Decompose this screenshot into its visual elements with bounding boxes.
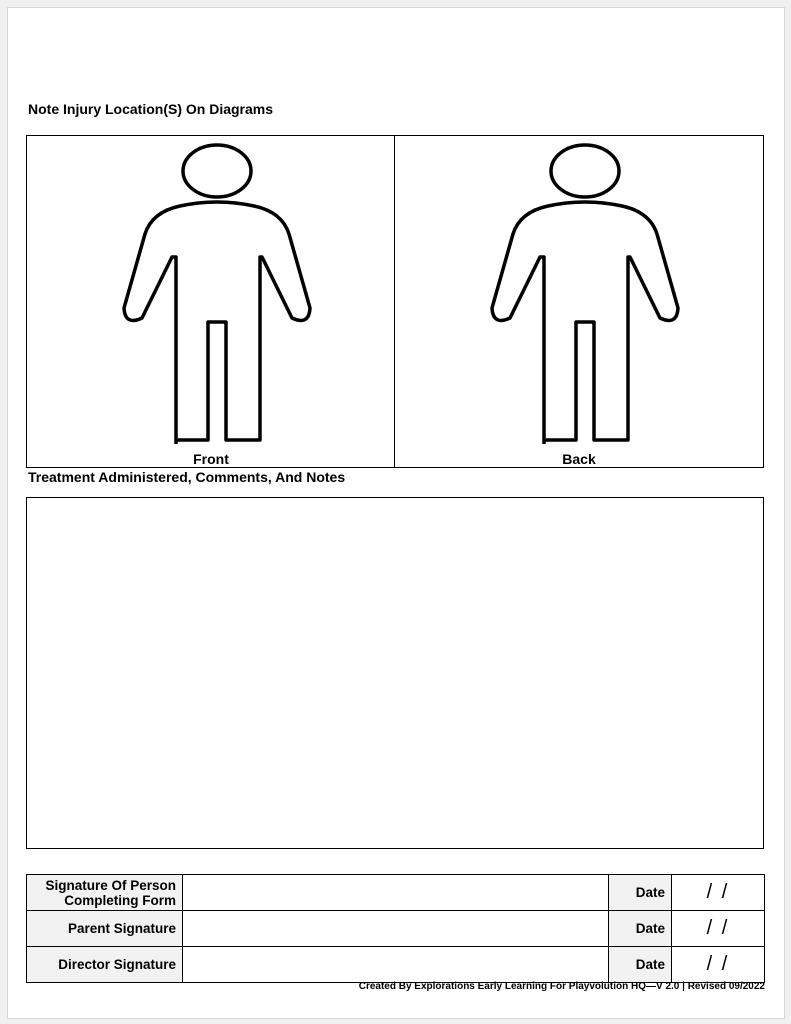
- treatment-notes-field[interactable]: [26, 497, 764, 849]
- completing-signature-label: Signature Of Person Completing Form: [27, 875, 183, 911]
- completing-date-field[interactable]: / /: [672, 875, 765, 911]
- director-signature-field[interactable]: [183, 947, 609, 983]
- signature-row-completing: [27, 875, 765, 911]
- footer-credit: Created By Explorations Early Learning For Playvolution HQ—V 2.0 | Revised 09/2022: [358, 981, 765, 992]
- director-signature-label: Director Signature: [27, 947, 183, 983]
- completing-date-label: Date: [609, 875, 672, 911]
- parent-date-label: Date: [609, 911, 672, 947]
- director-date-label: Date: [609, 947, 672, 983]
- director-date-field[interactable]: / /: [672, 947, 765, 983]
- signature-row-director: [27, 947, 765, 983]
- parent-signature-label: Parent Signature: [27, 911, 183, 947]
- diagram-divider: [394, 135, 395, 468]
- front-label: Front: [193, 451, 229, 467]
- back-body-figure-icon[interactable]: [488, 142, 682, 444]
- completing-signature-field[interactable]: [183, 875, 609, 911]
- signature-row-parent: [27, 911, 765, 947]
- injury-section-title: Note Injury Location(S) On Diagrams: [28, 101, 274, 117]
- signature-table: [26, 874, 765, 983]
- front-body-figure-icon[interactable]: [120, 142, 314, 444]
- parent-date-field[interactable]: / /: [672, 911, 765, 947]
- parent-signature-field[interactable]: [183, 911, 609, 947]
- back-label: Back: [562, 451, 596, 467]
- treatment-section-title: Treatment Administered, Comments, And Notes: [28, 469, 346, 485]
